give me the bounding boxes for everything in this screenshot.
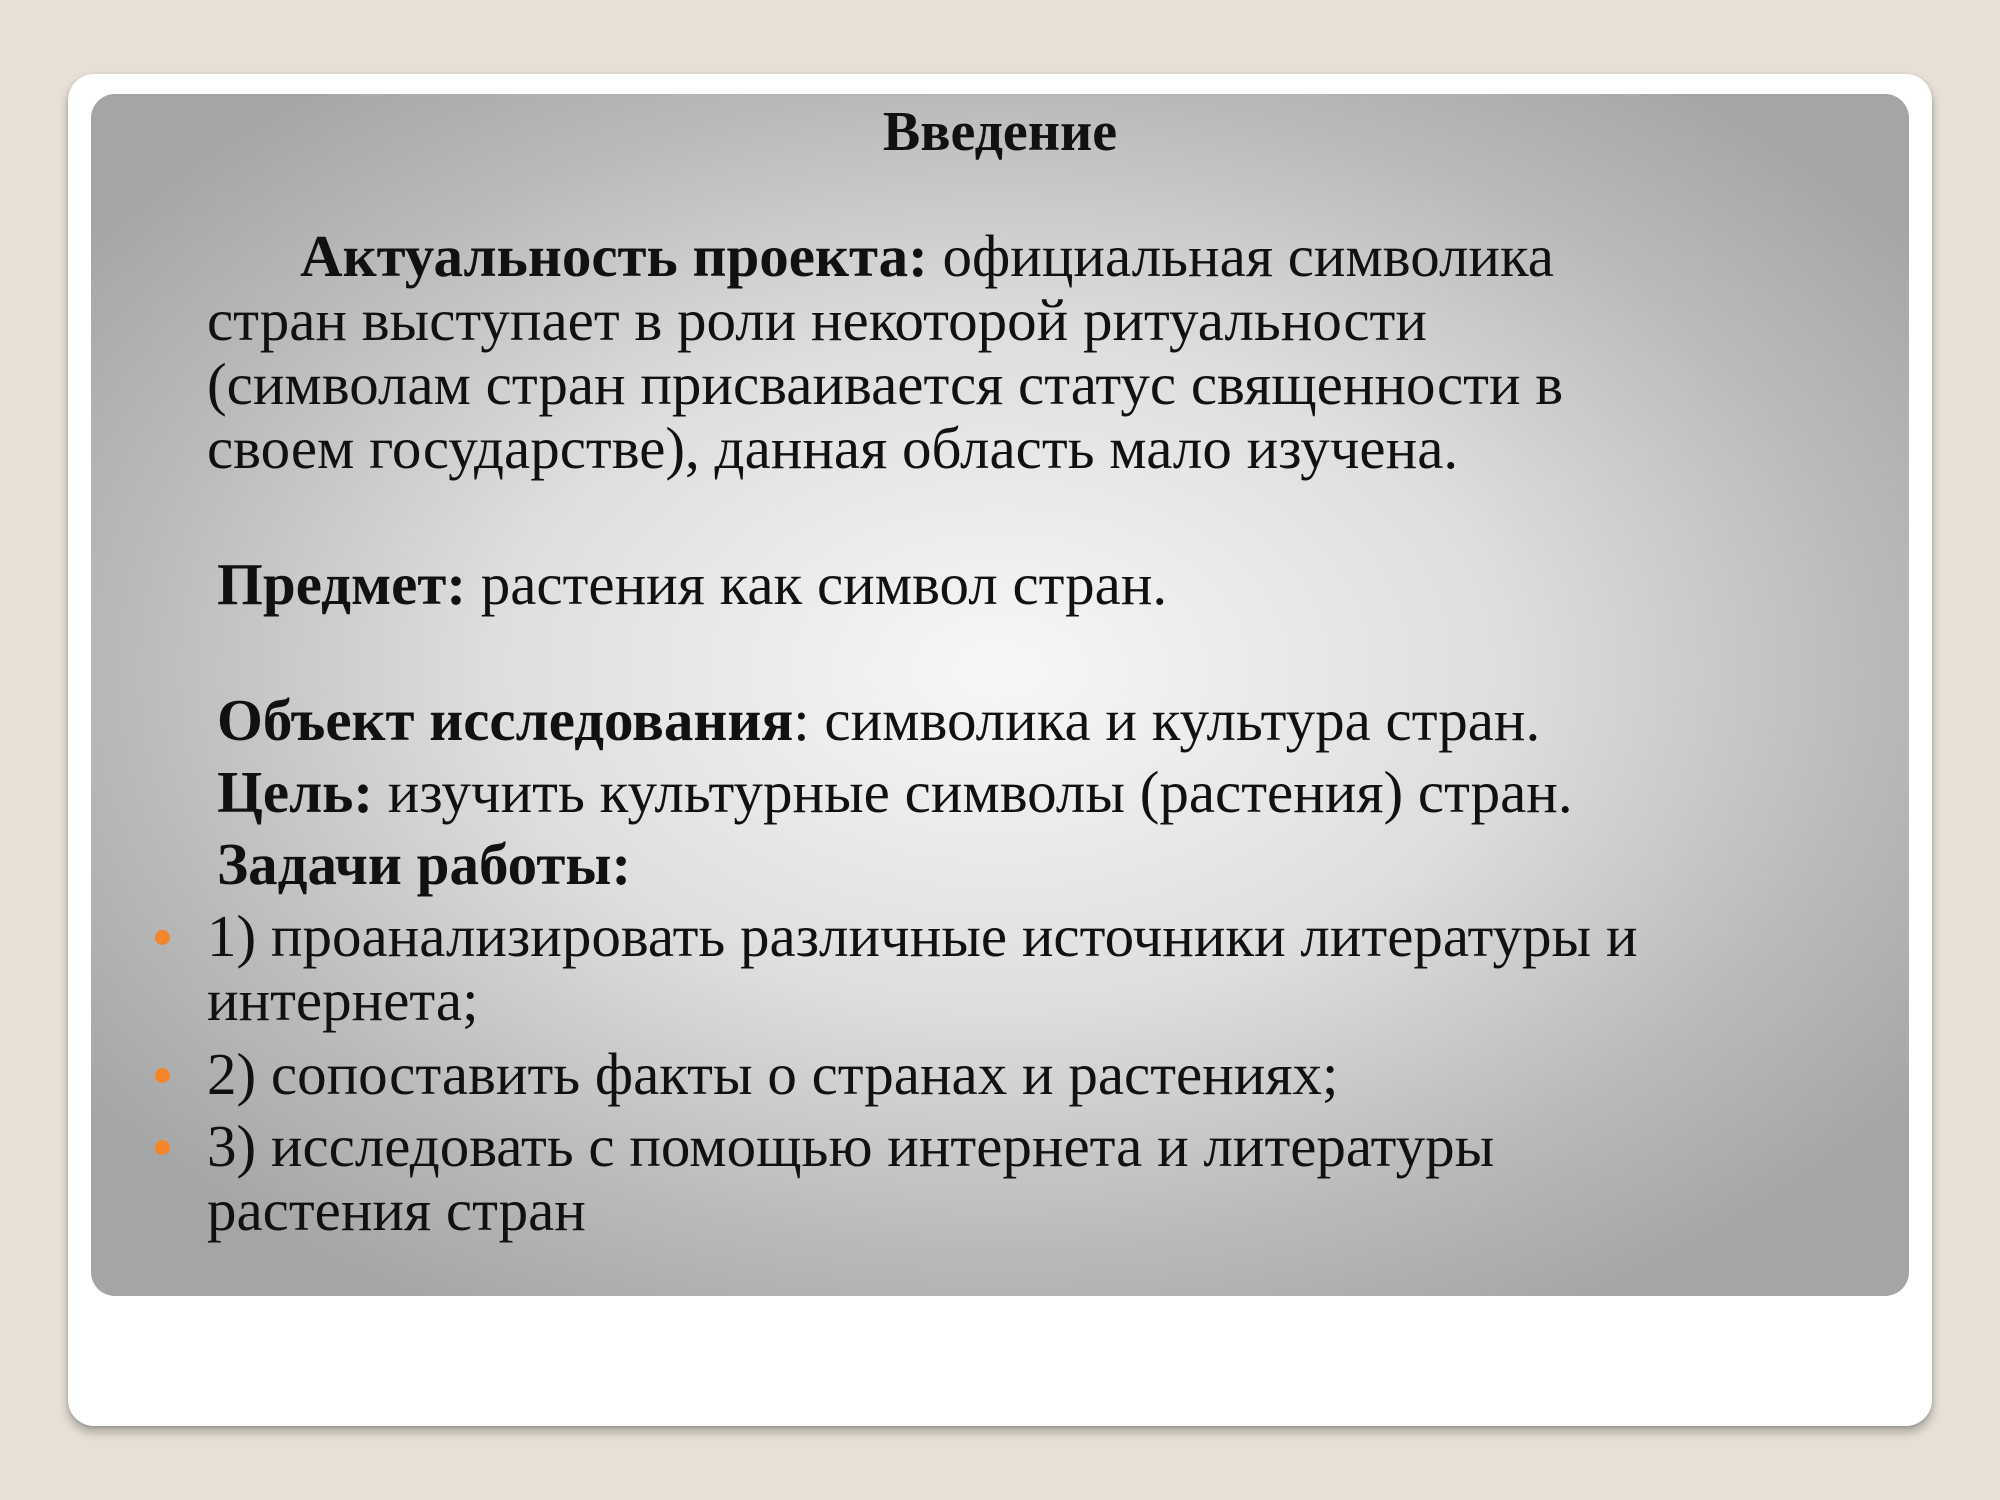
task-2-line-1: 2) сопоставить факты о странах и растениях; [207,1041,1339,1107]
relevance-line-4: своем государстве), данная область мало изучена. [207,415,1459,481]
task-1-line-1: 1) проанализировать различные источники литературы и [207,903,1638,969]
goal-label: Цель: [217,759,374,825]
object-text: : символика и культура стран. [793,687,1541,753]
slide-title: Введение [882,101,1118,163]
task-3-line-2: растения стран [207,1177,586,1243]
relevance-line-2: стран выступает в роли некоторой ритуальности [207,287,1427,353]
relevance-line-3: (символам стран присваивается статус священности в [207,351,1564,417]
bullet-dot-2 [155,1068,170,1083]
task-3-line-1: 3) исследовать с помощью интернета и литературы [207,1113,1495,1179]
relevance-text-1: официальная символика [927,223,1554,289]
goal-text: изучить культурные символы (растения) стран. [373,759,1573,825]
object-line [217,688,1540,752]
relevance-line-1 [300,224,1554,288]
goal-line [217,760,1573,824]
object-label: Объект исследования [217,687,794,753]
subject-label: Предмет: [217,551,466,617]
subject-text: растения как символ стран. [465,551,1168,617]
bullet-dot-3 [155,1140,170,1155]
task-1-line-2: интернета; [207,967,479,1033]
relevance-label: Актуальность проекта: [300,223,928,289]
subject-line [217,552,1167,616]
tasks-heading: Задачи работы: [217,831,632,897]
bullet-dot-1 [155,930,170,945]
